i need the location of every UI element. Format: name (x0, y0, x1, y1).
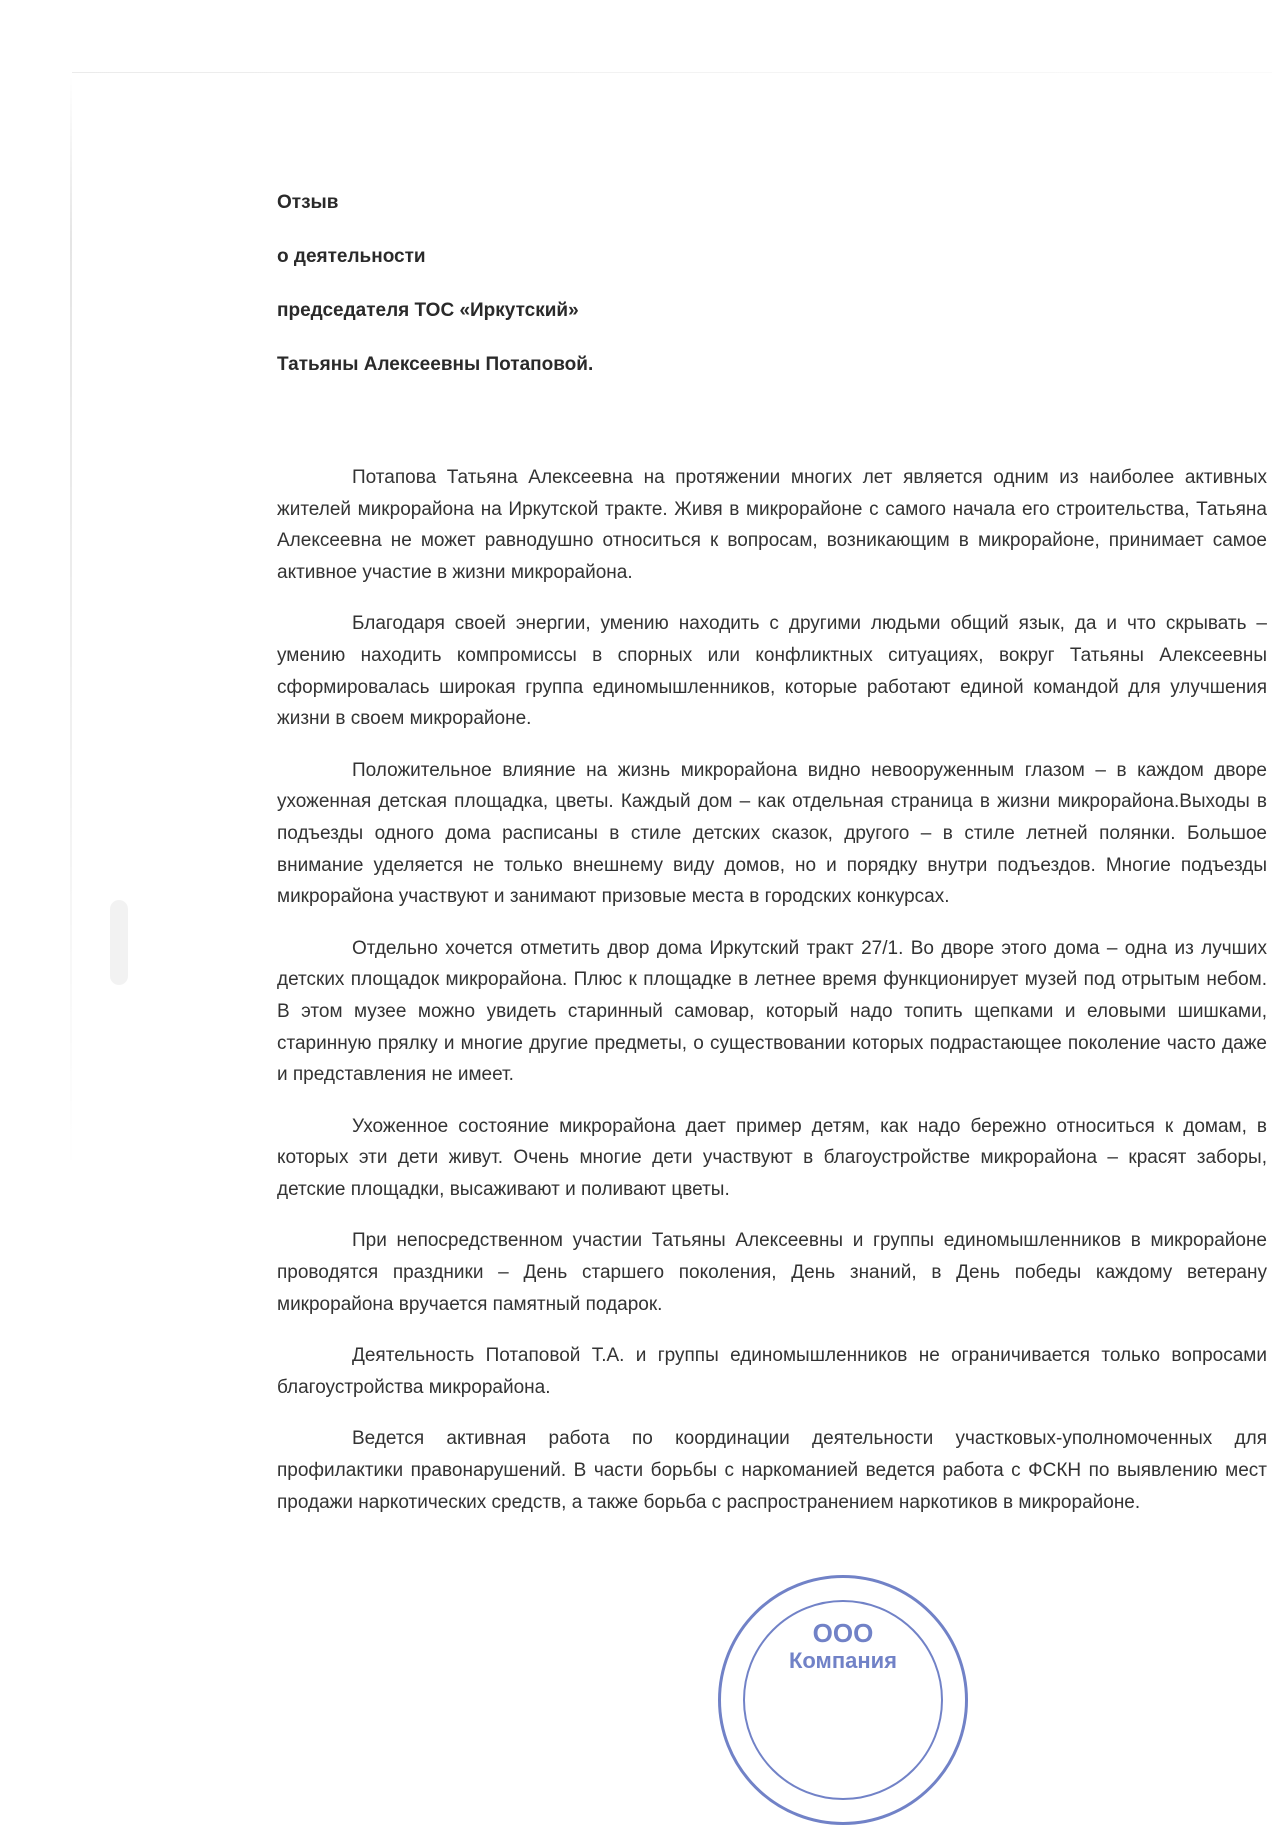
paragraph: Ведется активная работа по координации деятельности участковых-уполномоченных для профилактики правонарушений. В части борьбы с наркоманией ведется работа с ФСКН по выявлению мест продажи наркотических средств, а также борьба с распространением наркотиков в микрорайоне. (277, 1428, 1267, 1513)
heading-line-position: председателя ТОС «Иркутский» (277, 300, 579, 321)
scan-smudge (110, 900, 128, 985)
paragraph: Благодаря своей энергии, умению находить с другими людьми общий язык, да и что скрывать – умению находить компромиссы в спорных или конфликтных ситуациях, вокруг Татьяны Алексеевны сформировалась широкая группа единомышленников, которые работают единой командой для улучшения жизни в своем микрорайоне. (277, 613, 1267, 730)
paragraph: Деятельность Потаповой Т.А. и группы единомышленников не ограничивается только вопросами благоустройства микрорайона. (277, 1345, 1267, 1398)
paragraph: Положительное влияние на жизнь микрорайона видно невооруженным глазом – в каждом дворе ухоженная детская площадка, цветы. Каждый дом – как отдельная страница в жизни микрорайона.Выходы в подъезды одного дома расписаны в стиле детских сказок, другого – в стиле летней полянки. Большое внимание уделяется не только внешнему виду домов, но и порядку внутри подъездов. Многие подъезды микрорайона участвуют и занимают призовые места в городских конкурсах. (277, 759, 1267, 908)
heading-line-person: Татьяны Алексеевны Потаповой. (277, 354, 594, 375)
paragraph: Ухоженное состояние микрорайона дает пример детям, как надо бережно относиться к домам, в которых эти дети живут. Очень многие дети участвуют в благоустройстве микрорайона – красят заборы, детские площадки, высаживают и поливают цветы. (277, 1115, 1267, 1200)
scan-left-edge (70, 75, 72, 1175)
paragraph: При непосредственном участии Татьяны Алексеевны и группы единомышленников в микрорайоне проводятся праздники – День старшего поколения, День знаний, в День победы каждому ветерану микрорайона вручается памятный подарок. (277, 1230, 1267, 1315)
heading-line-title: Отзыв (277, 192, 339, 213)
stamp-org-form: ООО (812, 1618, 874, 1648)
paragraph: Отдельно хочется отметить двор дома Иркутский тракт 27/1. Во дворе этого дома – одна из лучших детских площадок микрорайона. Плюс к площадке в летнее время функционирует музей под отрытым небом. В этом музее можно увидеть старинный самовар, который надо топить щепками и еловыми шишками, старинную прялку и многие другие предметы, о существовании которых подрастающее поколение часто даже и представления не имеет. (277, 937, 1267, 1086)
stamp-company-name: Компания (788, 1648, 898, 1673)
heading-line-subject: о деятельности (277, 246, 426, 267)
company-stamp (718, 1575, 968, 1825)
document-body (277, 462, 1267, 1538)
paragraph: Потапова Татьяна Алексеевна на протяжении многих лет является одним из наиболее активных жителей микрорайона на Иркутской тракте. Живя в микрорайоне с самого начала его строительства, Татьяна Алексеевна не может равнодушно относиться к вопросам, возникающим в микрорайоне, принимает самое активное участие в жизни микрорайона. (277, 467, 1267, 583)
scan-top-edge (72, 72, 1272, 73)
document-heading (277, 190, 593, 406)
